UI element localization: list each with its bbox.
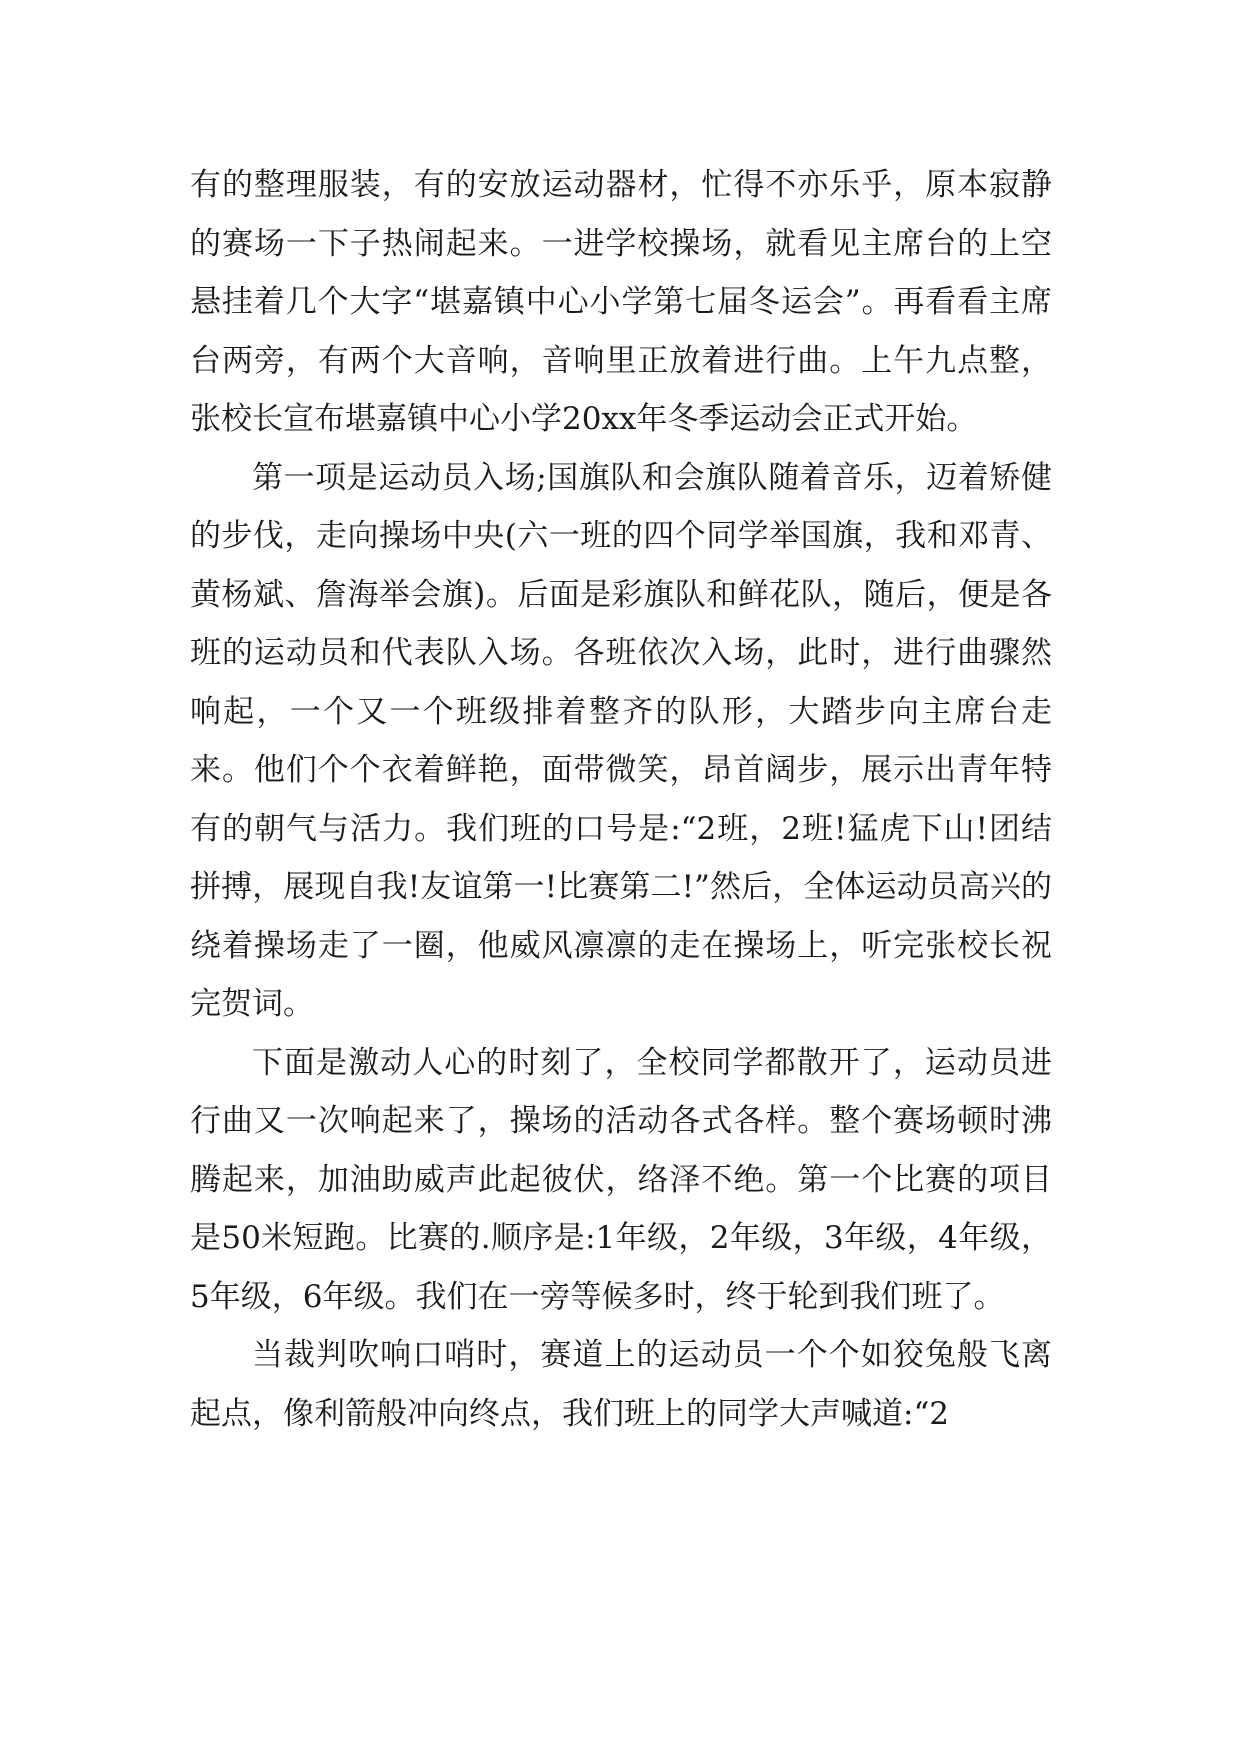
document-body bbox=[190, 156, 1052, 1443]
paragraph-4: 当裁判吹响口哨时，赛道上的运动员一个个如狡兔般飞离起点，像利箭般冲向终点，我们班上的同学大声喊道:“2 bbox=[190, 1337, 1052, 1432]
paragraph-3: 下面是激动人心的时刻了，全校同学都散开了，运动员进行曲又一次响起来了，操场的活动各式各样。整个赛场顿时沸腾起来，加油助威声此起彼伏，络泽不绝。第一个比赛的项目是50米短跑。比赛的.顺序是:1年级，2年级，3年级，4年级，5年级，6年级。我们在一旁等候多时，终于轮到我们班了。 bbox=[190, 1044, 1052, 1315]
paragraph-1: 有的整理服装，有的安放运动器材，忙得不亦乐乎，原本寂静的赛场一下子热闹起来。一进学校操场，就看见主席台的上空悬挂着几个大字“堪嘉镇中心小学第七届冬运会”。再看看主席台两旁，有两个大音响，音响里正放着进行曲。上午九点整，张校长宣布堪嘉镇中心小学20xx年冬季运动会正式开始。 bbox=[190, 167, 1052, 437]
paragraph-2: 第一项是运动员入场;国旗队和会旗队随着音乐，迈着矫健的步伐，走向操场中央(六一班的四个同学举国旗，我和邓青、黄杨斌、詹海举会旗)。后面是彩旗队和鲜花队，随后，便是各班的运动员和代表队入场。各班依次入场，此时，进行曲骤然响起，一个又一个班级排着整齐的队形，大踏步向主席台走来。他们个个衣着鲜艳，面带微笑，昂首阔步，展示出青年特有的朝气与活力。我们班的口号是:“2班，2班!猛虎下山!团结拼搏，展现自我!友谊第一!比赛第二!”然后，全体运动员高兴的绕着操场走了一圈，他威风凛凛的走在操场上，听完张校长祝完贺词。 bbox=[190, 459, 1052, 1022]
